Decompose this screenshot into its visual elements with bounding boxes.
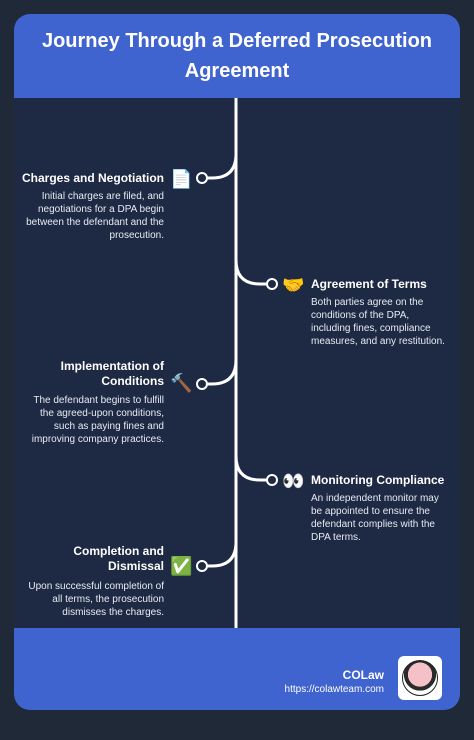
- step-description: Upon successful completion of all terms, the prosecution dismisses the charges.: [28, 581, 164, 618]
- timeline-node: [196, 378, 208, 390]
- timeline-node: [266, 474, 278, 486]
- brand-logo: [398, 656, 442, 700]
- step-title: Monitoring Compliance: [311, 473, 445, 487]
- infographic-card: [14, 14, 460, 710]
- step-title: Agreement of Terms: [311, 277, 427, 291]
- brand-url[interactable]: https://colawteam.com: [284, 684, 384, 695]
- brand-name: COLaw: [342, 668, 384, 682]
- step-title: Charges and Negotiation: [22, 171, 165, 185]
- step-description: An independent monitor may be appointed to ensure the defendant complies with the DPA terms.: [311, 493, 439, 543]
- step-description: Initial charges are filed, and negotiations for a DPA begin between the defendant and the prosecution.: [26, 191, 164, 241]
- step-title: Implementation of Conditions: [60, 359, 164, 388]
- timeline: [14, 98, 460, 628]
- eyes-icon: 👀: [282, 471, 305, 491]
- timeline-node: [266, 278, 278, 290]
- handshake-icon: 🤝: [282, 275, 305, 295]
- step-description: The defendant begins to fulfill the agreed-upon conditions, such as paying fines and improving company practices.: [31, 395, 164, 445]
- page-title: Journey Through a Deferred Prosecution Agreement: [41, 30, 433, 82]
- footer: [14, 628, 460, 710]
- timeline-node: [196, 172, 208, 184]
- step-title: Completion and Dismissal: [73, 544, 164, 573]
- timeline-node: [196, 560, 208, 572]
- header-banner: [14, 14, 460, 98]
- check-mark-icon: ✅: [170, 556, 193, 576]
- document-icon: 📄: [170, 169, 193, 189]
- step-description: Both parties agree on the conditions of the DPA, including fines, compliance measures, and any restitution.: [311, 297, 445, 347]
- hammer-icon: 🔨: [170, 373, 193, 393]
- logo-emblem-icon: [402, 660, 438, 696]
